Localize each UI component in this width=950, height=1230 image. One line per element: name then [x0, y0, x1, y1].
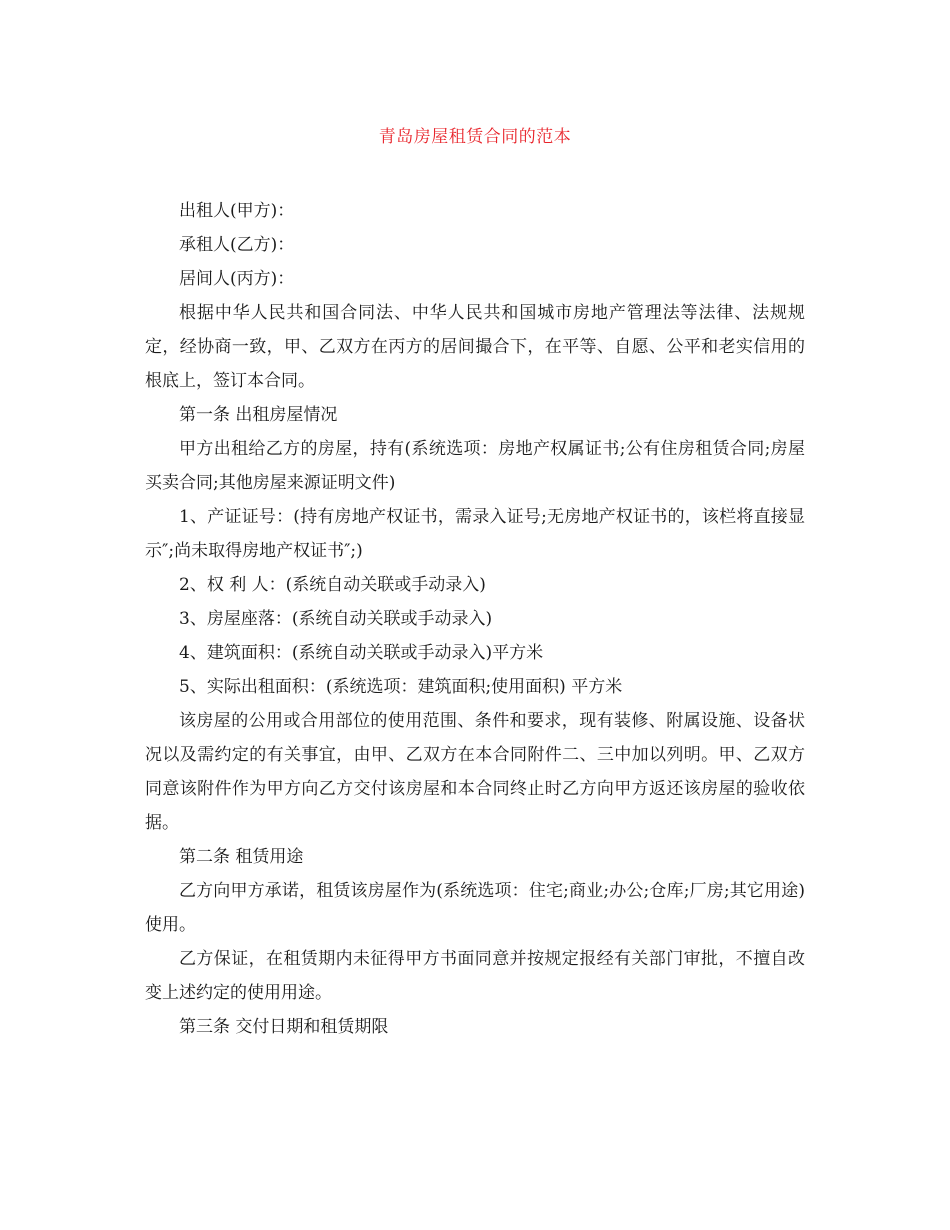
party-intermediary-line: 居间人(丙方)： [179, 269, 295, 289]
party-lessor-line: 出租人(甲方)： [179, 201, 295, 221]
article-1-item-5: 5、实际出租面积：(系统选项：建筑面积;使用面积) 平方米 [179, 677, 623, 697]
article-2-heading: 第二条 租赁用途 [179, 847, 304, 867]
party-lessee-line: 承租人(乙方)： [179, 235, 295, 255]
preamble-paragraph: 根据中华人民共和国合同法、中华人民共和国城市房地产管理法等法律、法规规定，经协商一致，甲、乙双方在丙方的居间撮合下，在平等、自愿、公平和老实信用的根底上，签订本合同。 [145, 303, 805, 391]
document-body [145, 194, 805, 1044]
article-1-paragraph: 甲方出租给乙方的房屋，持有(系统选项：房地产权属证书;公有住房租赁合同;房屋买卖合同;其他房屋来源证明文件) [145, 439, 805, 493]
document-title: 青岛房屋租赁合同的范本 [378, 127, 572, 147]
article-1-item-3: 3、房屋座落：(系统自动关联或手动录入) [179, 609, 493, 629]
article-2-paragraph-2: 乙方保证，在租赁期内未征得甲方书面同意并按规定报经有关部门审批，不擅自改变上述约定的使用用途。 [145, 949, 805, 1003]
article-1-item-4: 4、建筑面积：(系统自动关联或手动录入)平方米 [179, 643, 544, 663]
article-1-paragraph-facilities: 该房屋的公用或合用部位的使用范围、条件和要求，现有装修、附属设施、设备状况以及需约定的有关事宜，由甲、乙双方在本合同附件二、三中加以列明。甲、乙双方同意该附件作为甲方向乙方交付该房屋和本合同终止时乙方向甲方返还该房屋的验收依据。 [145, 711, 805, 833]
article-1-item-1: 1、产证证号：(持有房地产权证书，需录入证号;无房地产权证书的，该栏将直接显示″;尚未取得房地产权证书″;) [145, 507, 805, 561]
article-1-item-2: 2、权 利 人：(系统自动关联或手动录入) [179, 575, 486, 595]
article-2-paragraph-1: 乙方向甲方承诺，租赁该房屋作为(系统选项：住宅;商业;办公;仓库;厂房;其它用途)使用。 [145, 881, 805, 935]
article-1-heading: 第一条 出租房屋情况 [179, 405, 338, 425]
article-3-heading: 第三条 交付日期和租赁期限 [179, 1017, 389, 1037]
